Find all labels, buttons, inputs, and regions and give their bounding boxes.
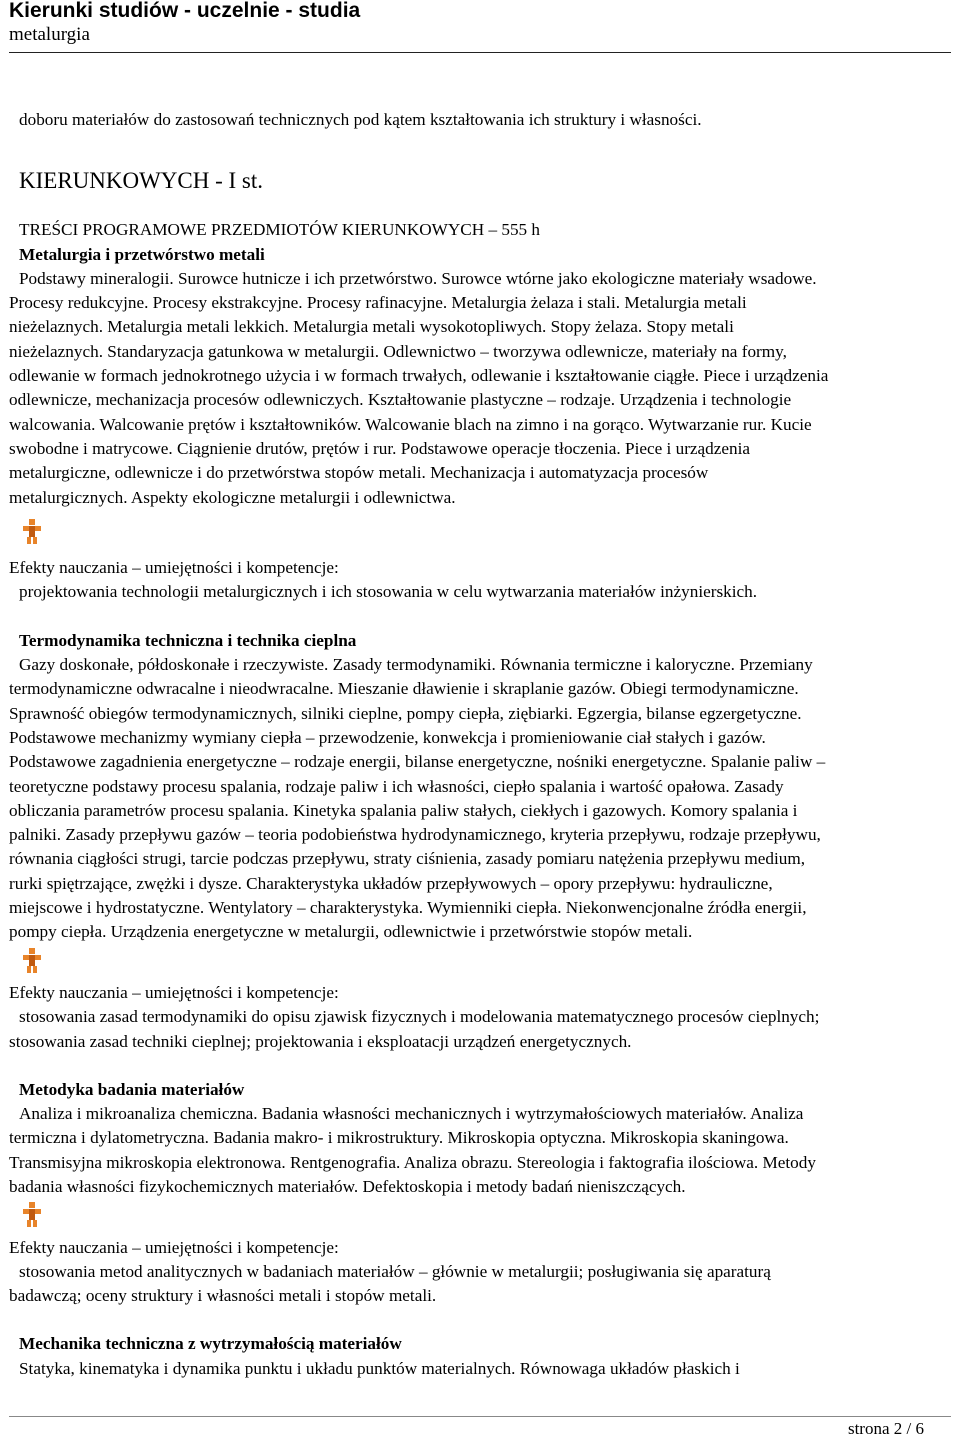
document-content [9,108,953,1381]
text-line: Procesy redukcyjne. Procesy ekstrakcyjne. Procesy rafinacyjne. Metalurgia żelaza i stali. Metalurgia metali [9,293,747,313]
text-line: palniki. Zasady przepływu gazów – teoria podobieństwa hydrodynamicznego, kryteria przepływu, rodzaje przepływu, [9,825,821,845]
subject-title: Metalurgia i przetwórstwo metali [19,244,265,264]
subject-title: Termodynamika techniczna i technika cieplna [19,630,357,650]
text-line: teoretyczne podstawy procesu spalania, rodzaje paliw i ich własności, ciepło spalania i wartość opałowa. Zasady [9,776,784,796]
text-line: Gazy doskonałe, półdoskonałe i rzeczywiste. Zasady termodynamiki. Równania termiczne i kaloryczne. Przemiany [19,655,813,675]
effects-text: projektowania technologii metalurgicznych i ich stosowania w celu wytwarzania materiałów inżynierskich. [19,582,758,602]
text-line: odlewnicze, mechanizacja procesów odlewniczych. Kształtowanie plastyczne – rodzaje. Urządzenia i technologie [9,390,792,410]
text-line: Podstawowe zagadnienia energetyczne – rodzaje energii, bilanse energetyczne, nośniki energetyczne. Spalanie paliw – [9,752,826,772]
program-heading: TREŚCI PROGRAMOWE PRZEDMIOTÓW KIERUNKOWYCH – 555 h [19,220,541,240]
effects-text: stosowania zasad termodynamiki do opisu zjawisk fizycznych i modelowania matematycznego procesów cieplnych; [19,1007,820,1027]
subject-block [9,629,953,1054]
section-heading: KIERUNKOWYCH - I st. [19,168,264,194]
text-line: rurki spiętrzające, zwężki i dysze. Charakterystyka układów przepływowych – opory przepływu: hydrauliczne, [9,873,773,893]
text-line: Transmisyjna mikroskopia elektronowa. Rentgenografia. Analiza obrazu. Stereologia i faktografia ilościowa. Metody [9,1152,816,1172]
subject-block [9,243,953,605]
figure-icon [19,947,45,974]
page-header [0,0,960,48]
subject-title: Metodyka badania materiałów [19,1079,245,1099]
intro-text: doboru materiałów do zastosowań technicznych pod kątem kształtowania ich struktury i własności. [19,110,702,129]
text-line: walcowania. Walcowanie prętów i kształtowników. Walcowanie blach na zimno i na gorąco. Wytwarzanie rur. Kucie [9,414,812,434]
page-number: strona 2 / 6 [847,1419,924,1438]
text-line: metalurgiczne, odlewnicze i do przetwórstwa stopów metali. Mechanizacja i automatyzacja procesów [9,463,709,483]
effects-label: Efekty nauczania – umiejętności i kompetencje: [9,1237,339,1257]
text-line: termodynamiczne odwracalne i nieodwracalne. Mieszanie dławienie i skraplanie gazów. Obiegi termodynamiczne. [9,679,799,699]
text-line: Sprawność obiegów termodynamicznych, silniki cieplne, pompy ciepła, ziębiarki. Egzergia, bilanse egzergetyczne. [9,703,802,723]
text-line: Podstawy mineralogii. Surowce hutnicze i ich przetwórstwo. Surowce wtórne jako ekologiczne materiały wsadowe. [19,268,817,288]
text-line: nieżelaznych. Metalurgia metali lekkich. Metalurgia metali wysokotopliwych. Stopy żelaza. Stopy metali [9,317,734,337]
effects-text: stosowania zasad techniki cieplnej; projektowania i eksploatacji urządzeń energetycznych. [9,1031,632,1051]
header-divider [9,52,951,53]
text-line: Podstawowe mechanizmy wymiany ciepła – przewodzenie, konwekcja i promieniowanie ciał stałych i gazów. [9,727,766,747]
subject-block [9,1332,953,1381]
text-line: swobodne i matrycowe. Ciągnienie drutów, prętów i rur. Podstawowe operacje tłoczenia. Piece i urządzenia [9,438,751,458]
text-line: termiczna i dylatometryczna. Badania makro- i mikrostruktury. Mikroskopia optyczna. Mikroskopia skaningowa. [9,1128,789,1148]
effects-text: stosowania metod analitycznych w badaniach materiałów – głównie w metalurgii; posługiwania się aparaturą [19,1261,771,1281]
figure-icon [19,1201,45,1228]
effects-label: Efekty nauczania – umiejętności i kompetencje: [9,982,339,1002]
text-line: metalurgicznych. Aspekty ekologiczne metalurgii i odlewnictwa. [9,487,456,507]
page-subtitle: metalurgia [9,24,90,45]
text-line: Analiza i mikroanaliza chemiczna. Badania własności mechanicznych i wytrzymałościowych materiałów. Analiza [19,1104,804,1124]
site-title: Kierunki studiów - uczelnie - studia [9,0,361,22]
text-line: miejscowe i hydrostatyczne. Wentylatory – charakterystyka. Wymienniki ciepła. Niekonwencjonalne źródła energii, [9,898,807,918]
text-line: nieżelaznych. Standaryzacja gatunkowa w metalurgii. Odlewnictwo – tworzywa odlewnicze, materiały na formy, [9,341,787,361]
text-line: badania własności fizykochemicznych materiałów. Defektoskopia i metody badań nieniszczących. [9,1176,686,1196]
effects-label: Efekty nauczania – umiejętności i kompetencje: [9,558,339,578]
subject-block [9,1078,953,1309]
subject-description [9,1102,953,1199]
text-line: równania ciągłości strugi, tarcie podczas przepływu, straty ciśnienia, zasady pomiaru natężenia przepływu medium, [9,849,806,869]
text-line: Statyka, kinematyka i dynamika punktu i układu punktów materialnych. Równowaga układów płaskich i [19,1358,740,1378]
figure-icon [19,518,45,545]
text-line: odlewanie w formach jednokrotnego użycia i w formach trwałych, odlewanie i kształtowanie ciągłe. Piece i urządzenia [9,366,829,386]
subject-description [9,653,953,945]
text-line: obliczania parametrów procesu spalania. Kinetyka spalania paliw stałych, ciekłych i gazowych. Komory spalania i [9,800,798,820]
effects-text: badawczą; oceny struktury i własności metali i stopów metali. [9,1286,437,1306]
subject-description [9,267,953,510]
text-line: pompy ciepła. Urządzenia energetyczne w metalurgii, odlewnictwie i przetwórstwie stopów metali. [9,922,693,942]
footer-divider [9,1416,951,1417]
subject-title: Mechanika techniczna z wytrzymałością materiałów [19,1334,402,1354]
